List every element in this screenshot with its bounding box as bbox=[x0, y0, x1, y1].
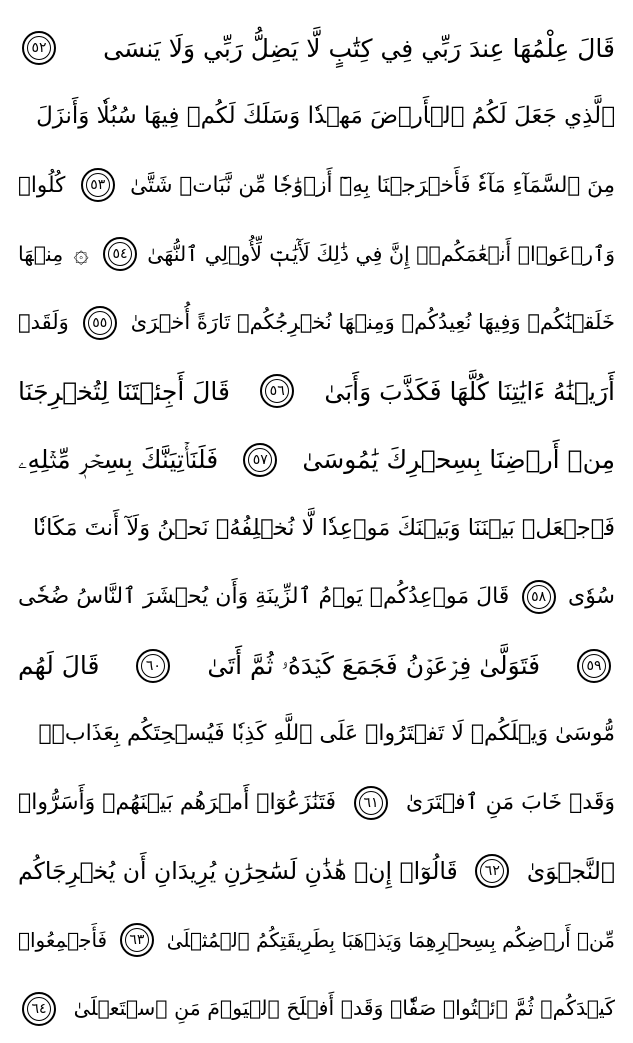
verse-text: سُوٗى bbox=[567, 584, 615, 610]
text-line-3 bbox=[18, 151, 615, 220]
verse-text: قَالَ أَجِئۡتَنَا لِتُخۡرِجَنَا bbox=[18, 376, 230, 406]
verse-text: قَالَ عِلْمُهَا عِندَ رَبِّي فِي كِتَٰبٍ لَّا يَضِلُّ رَبِّي وَلَا يَنسَى bbox=[103, 33, 615, 63]
ayah-number-marker-icon: ٥٢ bbox=[22, 31, 56, 65]
verse-text: فَلَنَأۡتِيَنَّكَ بِسِحۡرٖ مِّثۡلِهِۦ bbox=[18, 445, 219, 475]
ayah-number-marker-icon: ٦٤ bbox=[22, 992, 56, 1026]
verse-text: مِّنۡ أَرۡضِكُم بِسِحۡرِهِمَا وَيَذۡهَبَا بِطَرِيقَتِكُمُ ٱلۡمُثۡلَىٰ bbox=[166, 928, 615, 953]
verse-text: أَرَيۡنَٰهُ ءَايَٰتِنَا كُلَّهَا فَكَذَّبَ وَأَبَىٰ bbox=[324, 376, 615, 406]
text-line-15 bbox=[18, 974, 615, 1043]
verse-text: وَٱرۡعَوۡا۟ أَنۡعَٰمَكُمۡۚ إِنَّ فِي ذَٰلِكَ لَأٓيَٰتٖ لِّأُو۟لِي ٱلنُّهَىٰ bbox=[147, 241, 615, 266]
text-line-14 bbox=[18, 906, 615, 975]
verse-text: فَتَوَلَّىٰ فِرۡعَوۡنُ فَجَمَعَ كَيۡدَهُۥ ثُمَّ أَتَىٰ bbox=[207, 651, 541, 681]
ayah-number-marker-icon: ٥٣ bbox=[81, 168, 115, 202]
text-line-5 bbox=[18, 288, 615, 357]
verse-text: كُلُوا۟ bbox=[18, 172, 66, 198]
verse-text: فَٱجۡعَلۡ بَيۡنَنَا وَبَيۡنَكَ مَوۡعِدٗا لَّا نُخۡلِفُهُۥ نَحۡنُ وَلَآ أَنتَ مَكَانٗا bbox=[33, 515, 615, 542]
verse-text: خَلَقۡنَٰكُمۡ وَفِيهَا نُعِيدُكُمۡ وَمِنۡهَا نُخۡرِجُكُمۡ تَارَةً أُخۡرَىٰ bbox=[130, 310, 615, 335]
ayah-number-marker-icon: ٥٩ bbox=[577, 649, 611, 683]
hizb-quarter-icon: ۞ bbox=[73, 239, 89, 270]
ayah-number-marker-icon: ٥٨ bbox=[522, 580, 556, 614]
text-line-10 bbox=[18, 631, 615, 700]
ayah-number-marker-icon: ٥٤ bbox=[103, 237, 137, 271]
verse-text: قَالَ لَهُم bbox=[18, 651, 100, 681]
verse-text: كَيۡدَكُمۡ ثُمَّ ٱئۡتُوا۟ صَفّٗاۚ وَقَدۡ أَفۡلَحَ ٱلۡيَوۡمَ مَنِ ٱسۡتَعۡلَىٰ bbox=[73, 996, 615, 1021]
ayah-number-marker-icon: ٦٣ bbox=[120, 923, 154, 957]
ayah-number-marker-icon: ٦٠ bbox=[136, 649, 170, 683]
text-line-4 bbox=[18, 220, 615, 289]
text-line-1 bbox=[18, 14, 615, 83]
ayah-number-marker-icon: ٥٦ bbox=[260, 374, 294, 408]
verse-text: قَالَ مَوۡعِدُكُمۡ يَوۡمُ ٱلزِّينَةِ وَأَن يُحۡشَرَ ٱلنَّاسُ ضُحٗى bbox=[18, 584, 510, 610]
verse-text: مِنَ ٱلسَّمَآءِ مَآءٗ فَأَخۡرَجۡنَا بِهِۦٓ أَزۡوَٰجٗا مِّن نَّبَاتٖ شَتَّىٰ bbox=[130, 172, 615, 198]
verse-text: فَتَنَٰزَعُوٓا۟ أَمۡرَهُم بَيۡنَهُمۡ وَأَسَرُّوا۟ bbox=[18, 789, 337, 815]
text-line-12 bbox=[18, 769, 615, 838]
ayah-number-marker-icon: ٦١ bbox=[354, 786, 388, 820]
verse-text: وَقَدۡ خَابَ مَنِ ٱفۡتَرَىٰ bbox=[405, 789, 615, 815]
verse-text: ٱلنَّجۡوَىٰ bbox=[526, 856, 615, 885]
text-line-2 bbox=[18, 83, 615, 152]
text-line-8 bbox=[18, 494, 615, 563]
ayah-number-marker-icon: ٥٧ bbox=[243, 443, 277, 477]
text-line-6 bbox=[18, 357, 615, 426]
text-line-9 bbox=[18, 563, 615, 632]
text-line-7 bbox=[18, 426, 615, 495]
text-line-13 bbox=[18, 837, 615, 906]
verse-text: مُّوسَىٰ وَيۡلَكُمۡ لَا تَفۡتَرُوا۟ عَلَى ٱللَّهِ كَذِبٗا فَيُسۡحِتَكُم بِعَذَابٖۖ bbox=[38, 721, 615, 747]
verse-text: مِنۡ أَرۡضِنَا بِسِحۡرِكَ يَٰمُوسَىٰ bbox=[302, 445, 615, 475]
verse-text: وَلَقَدۡ bbox=[18, 310, 69, 335]
verse-text: فَأَجۡمِعُوا۟ bbox=[18, 928, 108, 953]
verse-text: قَالُوٓا۟ إِنۡ هَٰذَٰنِ لَسَٰحِرَٰنِ يُرِيدَانِ أَن يُخۡرِجَاكُم bbox=[18, 856, 458, 885]
text-line-11 bbox=[18, 700, 615, 769]
ayah-number-marker-icon: ٦٢ bbox=[475, 854, 509, 888]
verse-text: ٱلَّذِي جَعَلَ لَكُمُ ٱلۡأَرۡضَ مَهۡدٗا وَسَلَكَ لَكُمۡ فِيهَا سُبُلٗا وَأَنزَلَ bbox=[36, 103, 615, 130]
verse-text: مِنۡهَا bbox=[18, 241, 64, 266]
ayah-number-marker-icon: ٥٥ bbox=[83, 306, 117, 340]
